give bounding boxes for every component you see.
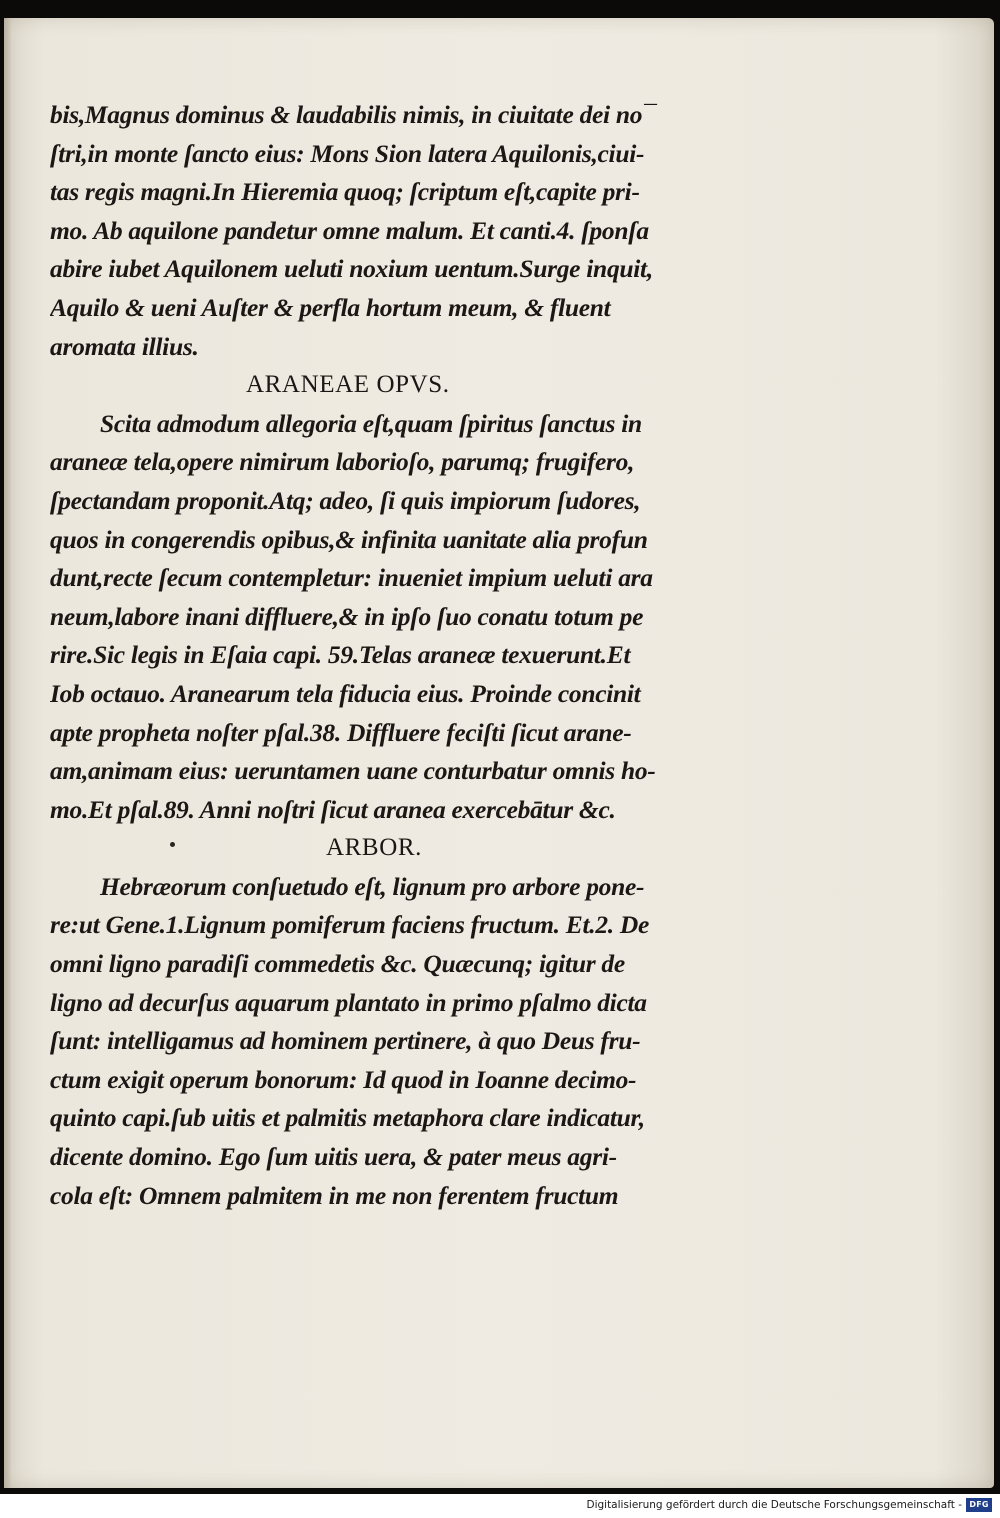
text-line: araneæ tela,opere nimirum laborioſo, parumq; frugifero, [50, 447, 635, 477]
text-line: ligno ad decurſus aquarum plantato in primo pſalmo dicta [50, 987, 647, 1017]
footer-credit-text: Digitalisierung gefördert durch die Deutsche Forschungsgemeinschaft - [586, 1499, 962, 1511]
digitization-footer [0, 1494, 1000, 1518]
ink-speck [170, 842, 175, 847]
text-line: am,animam eius: ueruntamen uane conturbatur omnis ho- [50, 756, 656, 786]
text-line: quinto capi.ſub uitis et palmitis metaphora clare indicatur, [50, 1103, 645, 1133]
text-line: abire iubet Aquilonem ueluti noxium uentum.Surge inquit, [50, 254, 653, 284]
text-line: dunt,recte ſecum contempletur: inueniet impium ueluti ara [50, 563, 653, 593]
text-line: quos in congerendis opibus,& infinita uanitate alia profun [50, 524, 648, 554]
page-gutter-shadow [4, 18, 12, 1488]
dfg-logo-icon: DFG [966, 1498, 992, 1512]
text-line: apte propheta noſter pſal.38. Diffluere feciſti ſicut arane- [50, 717, 632, 747]
section-heading-arbor-label: ARBOR. [326, 834, 422, 862]
text-line: re:ut Gene.1.Lignum pomiferum faciens fructum. Et.2. De [50, 910, 650, 940]
text-line: Iob octauo. Aranearum tela fiducia eius. Proinde concinit [50, 678, 641, 708]
page-text-block [50, 96, 740, 1215]
text-line: Hebræorum conſuetudo eſt, lignum pro arbore pone- [100, 871, 645, 901]
text-line: neum,labore inani diffluere,& in ipſo ſuo conatu totum pe [50, 601, 644, 631]
section-heading-arbor [50, 829, 740, 868]
section-heading-araneae-opus: ARANEAE OPVS. [246, 371, 450, 399]
text-line: dicente domino. Ego ſum uitis uera, & pater meus agri- [50, 1142, 617, 1172]
text-line: aromata illius. [50, 331, 199, 361]
text-line: ſtri,in monte ſancto eius: Mons Sion latera Aquilonis,ciui- [50, 138, 645, 168]
text-line: mo.Et pſal.89. Anni noſtri ſicut aranea exercebātur &c. [50, 794, 616, 824]
text-line: bis,Magnus dominus & laudabilis nimis, in ciuitate dei no¯ [50, 100, 655, 129]
text-line: omni ligno paradiſi commedetis &c. Quæcunq; igitur de [50, 949, 625, 979]
text-line: ſpectandam proponit.Atq; adeo, ſi quis impiorum ſudores, [50, 485, 641, 515]
text-line: Scita admodum allegoria eſt,quam ſpiritus ſanctus in [100, 408, 642, 438]
text-line: rire.Sic legis in Eſaia capi. 59.Telas araneæ texuerunt.Et [50, 640, 631, 670]
text-line: cola eſt: Omnem palmitem in me non ferentem fructum [50, 1180, 619, 1210]
text-line: ſunt: intelligamus ad hominem pertinere, à quo Deus fru- [50, 1026, 641, 1056]
text-line: Aquilo & ueni Auſter & perfla hortum meum, & fluent [50, 292, 611, 322]
book-page [4, 18, 994, 1488]
text-line: mo. Ab aquilone pandetur omne malum. Et canti.4. ſponſa [50, 215, 649, 245]
text-line: ctum exigit operum bonorum: Id quod in Ioanne decimo- [50, 1064, 637, 1094]
text-line: tas regis magni.In Hieremia quoq; ſcriptum eſt,capite pri- [50, 177, 640, 207]
